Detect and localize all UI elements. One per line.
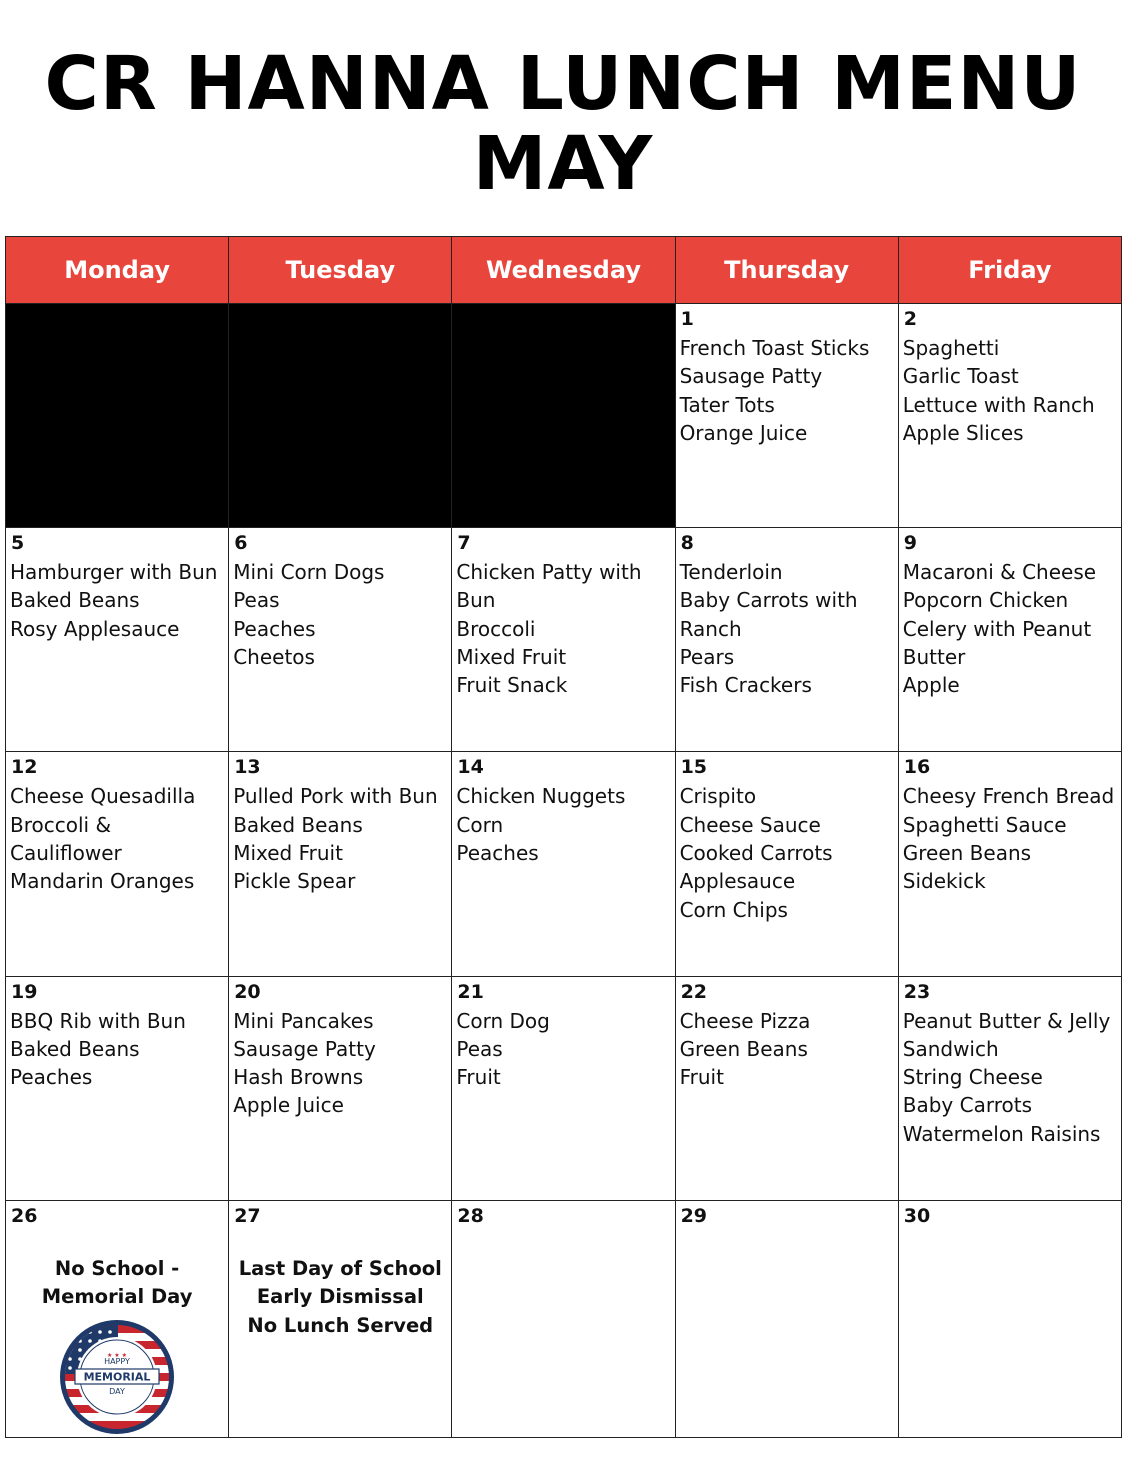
menu-item: Pears — [679, 645, 735, 670]
title-line-1: CR HANNA LUNCH MENU — [44, 41, 1082, 127]
week-row — [6, 976, 1122, 1200]
day-cell — [675, 976, 898, 1200]
menu-items — [676, 1003, 898, 1092]
menu-item: Sausage Patty — [233, 1036, 376, 1061]
weekday-header-row — [6, 237, 1122, 304]
menu-item: Tenderloin — [679, 560, 783, 585]
memorial-day-badge-icon — [58, 1318, 176, 1436]
day-number: 5 — [11, 532, 25, 555]
day-number: 19 — [11, 980, 38, 1003]
day-number: 1 — [680, 308, 694, 330]
menu-item: Hamburger with Bun — [10, 560, 218, 585]
day-number: 26 — [11, 1204, 38, 1227]
menu-item: Baked Beans — [10, 588, 140, 613]
menu-item: Peanut Butter & Jelly Sandwich — [902, 1008, 1111, 1061]
day-note-line: Memorial Day — [41, 1285, 193, 1309]
menu-item: Mini Pancakes — [233, 1008, 374, 1033]
menu-items — [229, 778, 451, 895]
menu-items — [6, 1003, 228, 1092]
menu-item: Tater Tots — [679, 392, 775, 417]
menu-item: Peaches — [233, 616, 316, 641]
menu-item: Fish Crackers — [679, 673, 812, 698]
day-number: 28 — [457, 1204, 484, 1227]
day-cell — [6, 1200, 229, 1437]
menu-item: Mini Corn Dogs — [233, 560, 385, 585]
menu-items — [899, 330, 1121, 447]
menu-item: Mandarin Oranges — [10, 869, 195, 894]
menu-item: Apple — [902, 673, 960, 698]
day-number: 7 — [457, 532, 471, 555]
day-number: 8 — [680, 532, 694, 555]
day-number: 13 — [234, 756, 261, 779]
day-number: 27 — [234, 1204, 261, 1227]
badge-text-top: HAPPY — [104, 1356, 131, 1366]
menu-item: Watermelon Raisins — [902, 1121, 1101, 1146]
menu-items — [6, 554, 228, 643]
week-row — [6, 752, 1122, 976]
menu-item: Baby Carrots — [902, 1093, 1032, 1118]
menu-item: Broccoli & Cauliflower — [10, 812, 122, 865]
menu-item: Fruit — [679, 1065, 724, 1090]
day-number: 22 — [680, 980, 708, 1003]
menu-item: String Cheese — [902, 1065, 1043, 1090]
header-wednesday: Wednesday — [452, 237, 675, 304]
menu-item: Apple Slices — [902, 420, 1024, 445]
day-number: 29 — [680, 1204, 708, 1227]
day-note-line: No School - — [54, 1256, 180, 1280]
day-cell — [898, 976, 1121, 1200]
title-line-2: MAY — [472, 121, 654, 207]
badge-text-main: MEMORIAL — [83, 1370, 151, 1384]
menu-item: Baby Carrots with Ranch — [679, 588, 858, 641]
menu-item: Applesauce — [679, 869, 796, 894]
day-cell — [229, 752, 452, 976]
menu-item: BBQ Rib with Bun — [10, 1008, 186, 1033]
menu-item: Macaroni & Cheese — [902, 560, 1097, 585]
day-number: 30 — [903, 1204, 931, 1227]
menu-item: Baked Beans — [233, 812, 363, 837]
day-cell — [229, 976, 452, 1200]
menu-item: Corn — [456, 812, 504, 837]
menu-item: Crispito — [679, 784, 757, 809]
page-title — [0, 41, 1126, 207]
header-friday: Friday — [898, 237, 1121, 304]
day-cell — [675, 304, 898, 528]
day-cell — [452, 752, 675, 976]
day-number: 23 — [903, 980, 931, 1003]
empty-day-cell — [6, 304, 229, 528]
menu-item: Corn Dog — [456, 1008, 550, 1033]
week-row — [6, 528, 1122, 752]
day-number: 12 — [11, 756, 38, 779]
day-cell — [229, 1200, 452, 1437]
menu-items — [899, 1003, 1121, 1148]
badge-text-bottom: DAY — [109, 1386, 125, 1396]
week-row — [6, 304, 1122, 528]
menu-items — [899, 778, 1121, 895]
day-cell — [675, 528, 898, 752]
menu-item: Celery with Peanut Butter — [902, 616, 1092, 670]
day-number: 15 — [680, 756, 708, 779]
day-cell — [6, 976, 229, 1200]
menu-item: Popcorn Chicken — [902, 588, 1069, 613]
menu-items — [6, 778, 228, 895]
menu-item: Chicken Nuggets — [456, 784, 626, 809]
menu-items — [676, 778, 898, 923]
menu-item: Sidekick — [902, 869, 986, 894]
day-cell — [898, 304, 1121, 528]
menu-item: Orange Juice — [679, 420, 808, 445]
day-number: 9 — [903, 532, 917, 555]
menu-item: Cheese Pizza — [679, 1008, 811, 1033]
menu-item: Apple Juice — [233, 1093, 344, 1118]
menu-item: Spaghetti — [902, 336, 1000, 360]
menu-item: Cheese Quesadilla — [10, 784, 196, 809]
day-cell — [452, 1200, 675, 1437]
day-cell — [229, 528, 452, 752]
day-note — [6, 1255, 228, 1312]
menu-item: Fruit Snack — [456, 673, 568, 698]
menu-item: Mixed Fruit — [456, 645, 567, 670]
menu-item: Spaghetti Sauce — [902, 812, 1067, 837]
menu-item: Hash Browns — [233, 1065, 364, 1090]
menu-items — [676, 554, 898, 699]
menu-items — [676, 330, 898, 447]
menu-item: Green Beans — [902, 840, 1032, 865]
menu-item: Chicken Patty with Bun — [456, 560, 642, 613]
menu-calendar — [5, 236, 1122, 1438]
day-cell — [675, 752, 898, 976]
menu-item: Corn Chips — [679, 897, 788, 922]
day-cell — [898, 528, 1121, 752]
day-note — [229, 1255, 451, 1341]
day-number: 20 — [234, 980, 261, 1003]
svg-text:★ ★ ★: ★ ★ ★ — [107, 1351, 128, 1359]
menu-items — [229, 1003, 451, 1120]
menu-items — [452, 1003, 674, 1092]
menu-item: Green Beans — [679, 1036, 808, 1061]
menu-item: Pulled Pork with Bun — [233, 784, 438, 809]
day-number: 16 — [903, 756, 931, 779]
day-number: 6 — [234, 532, 248, 555]
day-note-line: Early Dismissal — [256, 1285, 424, 1309]
header-thursday: Thursday — [675, 237, 898, 304]
day-number: 2 — [903, 308, 917, 330]
menu-items — [452, 778, 674, 867]
menu-item: Rosy Applesauce — [10, 616, 180, 641]
day-cell — [452, 976, 675, 1200]
menu-item: Cheese Sauce — [679, 812, 821, 837]
week-row — [6, 1200, 1122, 1437]
header-tuesday: Tuesday — [229, 237, 452, 304]
menu-items — [229, 554, 451, 671]
menu-item: Peaches — [10, 1065, 93, 1090]
menu-item: French Toast Sticks — [679, 336, 870, 360]
day-number: 21 — [457, 980, 484, 1003]
menu-item: Broccoli — [456, 616, 536, 641]
menu-item: Cooked Carrots — [679, 840, 833, 865]
day-note-line: Last Day of School — [238, 1256, 442, 1280]
day-cell — [898, 1200, 1121, 1437]
menu-items — [452, 554, 674, 699]
menu-item: Peaches — [456, 840, 539, 865]
day-cell — [675, 1200, 898, 1437]
day-cell — [452, 528, 675, 752]
day-note-line: No Lunch Served — [247, 1313, 434, 1337]
day-cell — [6, 528, 229, 752]
menu-item: Sausage Patty — [679, 364, 823, 389]
menu-item: Peas — [456, 1036, 503, 1061]
day-cell — [898, 752, 1121, 976]
day-cell — [6, 752, 229, 976]
menu-item: Baked Beans — [10, 1036, 140, 1061]
menu-item: Peas — [233, 588, 280, 613]
empty-day-cell — [452, 304, 675, 528]
header-monday: Monday — [6, 237, 229, 304]
menu-item: Lettuce with Ranch — [902, 392, 1095, 417]
menu-item: Fruit — [456, 1065, 501, 1090]
empty-day-cell — [229, 304, 452, 528]
day-number: 14 — [457, 756, 484, 779]
menu-items — [899, 554, 1121, 699]
menu-item: Cheesy French Bread — [902, 784, 1115, 809]
menu-item: Garlic Toast — [902, 364, 1019, 389]
menu-item: Pickle Spear — [233, 869, 356, 894]
menu-item: Mixed Fruit — [233, 840, 343, 865]
menu-item: Cheetos — [233, 645, 315, 670]
